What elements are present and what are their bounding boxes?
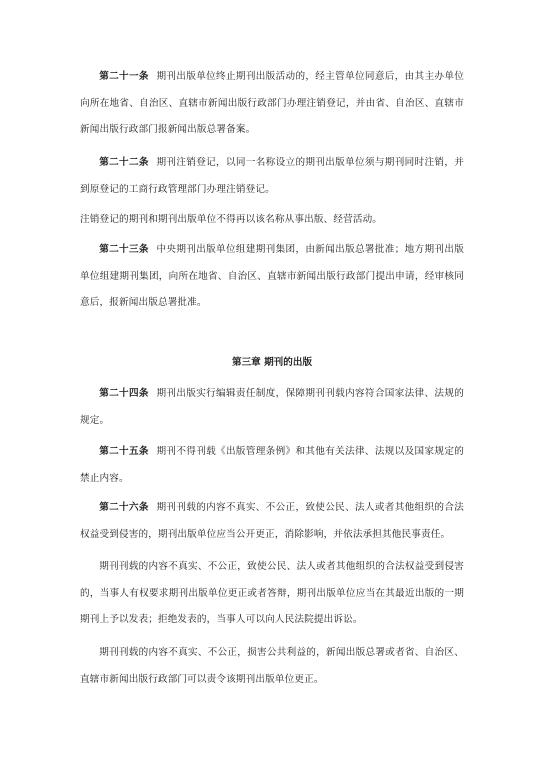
article-21-paragraph: [80, 64, 464, 144]
article-number: 第二十四条: [99, 388, 149, 399]
article-number: 第二十三条: [99, 244, 149, 255]
article-26-paragraph-3: [80, 640, 464, 693]
article-text: 期刊出版实行编辑责任制度，保障期刊刊载内容符合国家法律、法规的规定。: [80, 388, 465, 426]
article-number: 第二十六条: [99, 502, 149, 513]
article-number: 第二十一条: [99, 71, 149, 82]
article-22-continuation: [80, 207, 464, 234]
article-number: 第二十二条: [99, 157, 149, 168]
article-text: 期刊不得刊载《出版管理条例》和其他有关法律、法规以及国家规定的禁止内容。: [80, 446, 465, 484]
paragraph-text: 注销登记的期刊和期刊出版单位不得再以该名称从事出版、经营活动。: [80, 214, 383, 225]
paragraph-text: 期刊刊载的内容不真实、不公正，致使公民、法人或者其他组织的合法权益受到侵害的，当事人有权要求期刊出版单位更正或者答辩，期刊出版单位应当在其最近出版的一期期刊上予以发表；拒绝发表的，当事人可以向人民法院提出诉讼。: [80, 561, 464, 625]
paragraph-text: 期刊刊载的内容不真实、不公正，损害公共利益的，新闻出版总署或者省、自治区、直辖市新闻出版行政部门可以责令该期刊出版单位更正。: [80, 647, 464, 685]
article-23-paragraph: [80, 237, 464, 317]
article-22-paragraph: [80, 150, 464, 203]
article-text: 中央期刊出版单位组建期刊集团，由新闻出版总署批准；地方期刊出版单位组建期刊集团，向所在地省、自治区、直辖市新闻出版行政部门提出申请，经审核同意后，报新闻出版总署批准。: [80, 244, 465, 308]
article-25-paragraph: [80, 439, 464, 492]
article-26-paragraph: [80, 495, 464, 548]
chapter-heading: 第三章 期刊的出版: [231, 357, 313, 368]
article-number: 第二十五条: [99, 446, 149, 457]
article-24-paragraph: [80, 381, 464, 434]
article-26-paragraph-2: [80, 554, 464, 634]
article-text: 期刊注销登记，以同一名称设立的期刊出版单位须与期刊同时注销，并到原登记的工商行政管理部门办理注销登记。: [80, 157, 465, 195]
article-text: 期刊出版单位终止期刊出版活动的，经主管单位同意后，由其主办单位向所在地省、自治区、直辖市新闻出版行政部门办理注销登记，并由省、自治区、直辖市新闻出版行政部门报新闻出版总署备案。: [80, 71, 465, 135]
article-text: 期刊刊载的内容不真实、不公正，致使公民、法人或者其他组织的合法权益受到侵害的，期刊出版单位应当公开更正，消除影响，并依法承担其他民事责任。: [80, 502, 465, 540]
